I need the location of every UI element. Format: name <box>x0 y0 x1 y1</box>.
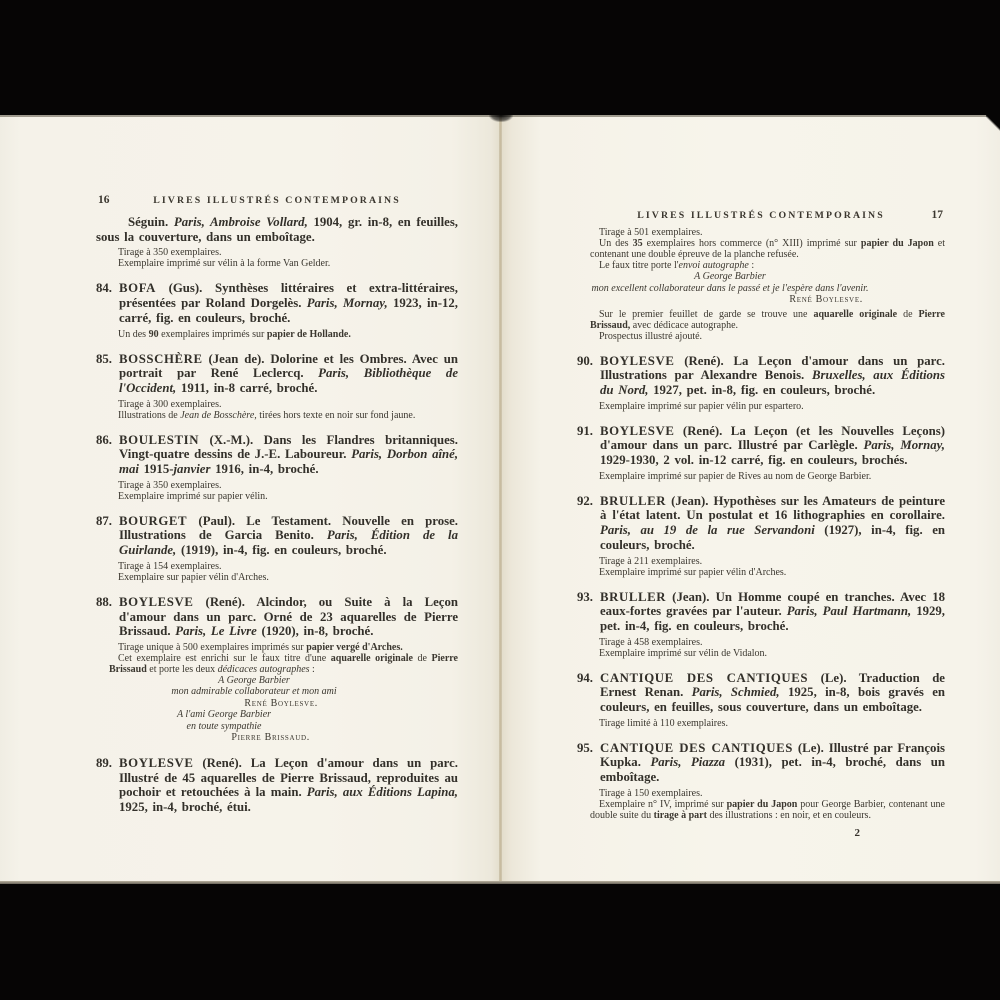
text-segment: BRULLER <box>600 589 667 604</box>
entry-number: 90. <box>577 353 593 368</box>
text-segment: (1919), in-4, fig. en couleurs, broché. <box>176 543 387 558</box>
catalog-entry <box>577 354 945 398</box>
page-number: 16 <box>98 194 110 206</box>
entry-note <box>590 260 945 271</box>
text-segment: : <box>309 663 315 675</box>
text-segment: A George Barbier <box>694 271 766 282</box>
text-segment: Tirage à 501 exemplaires. <box>599 227 703 238</box>
text-segment: aquarelle originale <box>330 652 413 664</box>
entry-note <box>590 238 945 260</box>
entry-number: 95. <box>577 740 593 755</box>
entry-note <box>590 567 945 578</box>
entry-note <box>109 491 458 502</box>
entry-number: 89. <box>96 755 112 770</box>
text-segment: tirage à part <box>653 809 707 821</box>
text-segment: (1927), in-4, fig. en couleurs, broché. <box>600 523 945 552</box>
text-segment: Pierre Brissaud, <box>590 308 945 331</box>
text-segment: Le faux titre porte l' <box>599 260 679 271</box>
entry-note <box>109 642 458 653</box>
text-segment: mon excellent collaborateur dans le passé et je l'espère dans l'avenir. <box>591 282 869 294</box>
catalog-entry <box>96 433 458 477</box>
entry-number: 84. <box>96 281 112 296</box>
text-segment: Exemplaire n° IV, imprimé sur <box>599 798 727 810</box>
entry-note <box>590 471 945 482</box>
entry-note <box>109 410 458 421</box>
text-segment: A George Barbier <box>218 674 290 686</box>
text-segment: Séguin. <box>128 215 174 229</box>
text-segment: (X.-M.). Dans les Flandres britanniques. Vingt-quatre dessins de J.-E. Laboureur. <box>119 432 458 462</box>
text-segment: aquarelle originale <box>813 308 898 320</box>
text-segment: 1925, in-4, broché, étui. <box>119 800 251 815</box>
text-segment: Paris, aux Éditions Lapina, <box>306 785 458 800</box>
text-segment: Tirage limité à 110 exemplaires. <box>599 717 728 729</box>
continuation-paragraph <box>96 215 458 244</box>
dedication-line <box>577 271 945 283</box>
entry-note <box>109 480 458 491</box>
entry-note <box>590 718 945 729</box>
text-segment: Paris, Piazza <box>650 755 726 770</box>
text-segment: Pierre Brissaud <box>109 652 458 675</box>
text-segment: 1925, in-8, bois gravés en couleurs, en feuilles, sous couverture, dans un emboîtage. <box>600 685 945 715</box>
text-segment: Paris, Dorbon aîné, mai <box>119 447 459 477</box>
dedication-line <box>96 675 458 687</box>
text-segment: BOYLESVE <box>600 423 675 438</box>
text-segment: Tirage à 350 exemplaires. <box>118 479 222 491</box>
signature-line <box>577 294 945 306</box>
text-segment: (Paul). Le Testament. Nouvelle en prose. Illustrations de Garcia Benito. <box>119 513 458 543</box>
text-segment: 1916, in-4, broché. <box>210 462 319 477</box>
text-segment: BOYLESVE <box>119 755 194 770</box>
catalog-entry <box>96 514 458 558</box>
entry-note <box>590 227 945 238</box>
text-segment: exemplaires imprimés sur <box>158 328 267 340</box>
book-gutter-fold <box>499 115 502 884</box>
text-segment: (1920), in-8, broché. <box>256 624 374 639</box>
signature-mark: 2 <box>854 826 860 839</box>
gutter-notch-shadow <box>489 115 513 122</box>
catalog-entry <box>577 590 945 634</box>
text-segment: dédicaces autographes <box>217 663 310 675</box>
text-segment: 1923, in-12, carré, fig. en couleurs, broché. <box>119 296 458 325</box>
text-segment: Pierre Brissaud. <box>231 732 310 744</box>
text-segment: Paris, Bibliothèque de l'Occident, <box>119 366 458 395</box>
text-segment: Exemplaire imprimé sur vélin de Vidalon. <box>599 647 768 659</box>
text-segment: (René). Alcindor, ou Suite à la Leçon d'amour dans un parc. Orné de 23 aquarelles de Pierre Brissaud. <box>119 594 458 639</box>
text-segment: Cet exemplaire est enrichi sur le faux titre d'une <box>118 652 331 664</box>
text-segment: Tirage à 211 exemplaires. <box>599 555 703 567</box>
text-segment: BOSSCHÈRE <box>119 351 203 366</box>
running-title: LIVRES ILLUSTRÉS CONTEMPORAINS <box>153 195 401 206</box>
text-segment: BOYLESVE <box>119 594 194 609</box>
open-book <box>0 115 1000 884</box>
catalog-entry <box>577 494 945 553</box>
text-segment: 1929-1930, 2 vol. in-12 carré, fig. en couleurs, brochés. <box>600 453 908 468</box>
entry-number: 92. <box>577 493 593 508</box>
catalog-entry <box>96 756 458 815</box>
text-segment: Exemplaire imprimé sur papier vélin. <box>118 490 268 502</box>
text-segment: Paris, Mornay, <box>306 296 388 311</box>
dedication-line <box>577 283 945 295</box>
catalog-entry <box>96 595 458 639</box>
text-segment: janvier <box>173 462 211 477</box>
text-segment: Paris, Ambroise Vollard, <box>173 215 308 229</box>
entry-note <box>590 799 945 821</box>
text-segment: Sur le premier feuillet de garde se trouve une <box>599 308 814 320</box>
dedication-line <box>96 721 458 733</box>
running-title: LIVRES ILLUSTRÉS CONTEMPORAINS <box>637 210 885 221</box>
text-segment: BOFA <box>119 281 156 296</box>
text-segment: 1915- <box>138 462 174 477</box>
text-segment: en toute sympathie <box>186 720 262 732</box>
text-segment: 1927, pet. in-8, fig. en couleurs, broché. <box>648 382 876 397</box>
catalog-entry <box>96 352 458 396</box>
dedication-line <box>96 709 458 721</box>
text-segment: Paris, Édition de la Guirlande, <box>119 528 458 558</box>
catalog-entry <box>577 741 945 785</box>
page-header <box>96 195 458 209</box>
text-segment: (Gus). Synthèses littéraires et extra-littéraires, présentées par Roland Dorgelès. <box>119 281 458 311</box>
text-segment: Jean de Bosschère, <box>180 409 257 421</box>
entry-number: 93. <box>577 589 593 604</box>
text-segment: Un des <box>118 328 149 340</box>
text-segment: 1904, gr. in-8, en feuilles, sous la couverture, dans un emboîtage. <box>96 215 458 244</box>
text-segment: (Jean). Un Homme coupé en tranches. Avec 18 eaux-fortes gravées par l'auteur. <box>600 589 945 619</box>
text-segment: BOULESTIN <box>119 432 200 447</box>
text-segment: BOURGET <box>119 513 188 528</box>
text-segment: Tirage à 154 exemplaires. <box>118 560 222 572</box>
page-verso <box>0 115 501 884</box>
text-segment: CANTIQUE DES CANTIQUES <box>600 740 793 755</box>
text-segment: Paris, Schmied, <box>691 685 780 700</box>
catalog-entry <box>577 424 945 468</box>
entry-note <box>109 653 458 675</box>
entry-note <box>590 309 945 331</box>
text-segment: (Jean). Hypothèses sur les Amateurs de peinture à l'état latent. Un postulat et 16 lithographies en corollaire. <box>600 493 945 523</box>
text-segment: papier vergé d'Arches. <box>306 641 403 653</box>
page-recto <box>501 115 1000 884</box>
text-segment: exemplaires hors commerce (n° XIII) imprimé sur <box>642 238 861 249</box>
entry-note <box>109 399 458 410</box>
page-corner-shadow <box>986 115 1000 131</box>
entry-note <box>109 572 458 583</box>
signature-line <box>96 732 458 744</box>
text-segment: Un des <box>599 238 633 249</box>
dedication-line <box>96 686 458 698</box>
entry-note <box>109 561 458 572</box>
entry-note <box>590 556 945 567</box>
text-segment: René Boylesve. <box>244 697 318 709</box>
entry-number: 91. <box>577 423 593 438</box>
page-number: 17 <box>931 209 943 221</box>
entry-number: 86. <box>96 432 112 447</box>
text-segment: mon admirable collaborateur et mon ami <box>171 686 337 698</box>
text-segment: BRULLER <box>600 493 667 508</box>
text-segment: : <box>748 260 755 271</box>
text-segment: envoi autographe <box>678 260 749 271</box>
text-segment: Tirage à 150 exemplaires. <box>599 787 703 799</box>
text-segment: de <box>897 308 919 320</box>
entry-note <box>590 648 945 659</box>
entry-note <box>109 329 458 340</box>
text-segment: Illustrations de <box>118 409 181 421</box>
entry-number: 87. <box>96 513 112 528</box>
text-segment: Exemplaire sur papier vélin d'Arches. <box>118 571 269 583</box>
text-segment: Exemplaire imprimé sur papier de Rives au nom de George Barbier. <box>599 470 872 482</box>
entry-note <box>590 401 945 412</box>
page-header <box>577 210 945 224</box>
catalog-column <box>577 227 945 839</box>
text-segment: (René). La Leçon (et les Nouvelles Leçons) d'amour dans un parc. Illustré par Carlègle. <box>600 423 945 453</box>
text-segment: avec dédicace autographe. <box>630 319 739 331</box>
text-segment: de <box>412 652 432 664</box>
text-segment: et porte les deux <box>146 663 218 675</box>
entry-note <box>590 331 945 342</box>
text-segment: Paris, au 19 de la rue Servandoni <box>600 523 815 538</box>
entry-note <box>109 258 458 269</box>
text-segment: (René). La Leçon d'amour dans un parc. Illustrations par Alexandre Benois. <box>600 353 945 383</box>
entry-note <box>109 247 458 258</box>
text-segment: Paris, Mornay, <box>863 438 945 453</box>
text-segment: Tirage à 350 exemplaires. <box>118 247 222 259</box>
text-segment: 1929, pet. in-4, fig. en couleurs, broché. <box>600 604 945 633</box>
catalog-entry <box>96 281 458 325</box>
text-segment: (1931), pet. in-4, broché, dans un emboîtage. <box>600 755 946 785</box>
text-segment: Exemplaire imprimé sur papier vélin d'Arches. <box>599 566 787 578</box>
signature-line <box>96 698 458 710</box>
text-segment: René Boylesve. <box>789 294 863 305</box>
text-segment: (Le). Illustré par François Kupka. <box>600 740 945 770</box>
text-segment: (Le). Traduction de Ernest Renan. <box>600 670 945 700</box>
text-segment: Tirage à 458 exemplaires. <box>599 636 703 648</box>
text-segment: Paris, Le Livre <box>175 624 257 639</box>
text-segment: BOYLESVE <box>600 353 675 368</box>
text-segment: 90 <box>148 328 159 340</box>
text-segment: et contenant une double épreuve de la planche refusée. <box>590 238 946 260</box>
catalog-entry <box>577 671 945 715</box>
catalog-column <box>96 215 458 818</box>
entry-note <box>590 788 945 799</box>
text-segment: papier du Japon <box>726 798 798 810</box>
text-segment: Paris, Paul Hartmann, <box>786 604 912 619</box>
text-segment: 35 <box>632 238 643 249</box>
text-segment: papier de Hollande. <box>266 328 351 340</box>
text-segment: Bruxelles, aux Éditions du Nord, <box>600 368 945 397</box>
text-segment: A l'ami George Barbier <box>176 709 272 721</box>
text-segment: pour George Barbier, contenant une double suite du <box>590 798 945 821</box>
text-segment: tirées hors texte en noir sur fond jaune. <box>256 409 416 421</box>
entry-number: 94. <box>577 670 593 685</box>
text-segment: Tirage à 300 exemplaires. <box>118 398 222 410</box>
text-segment: Tirage unique à 500 exemplaires imprimés sur <box>118 641 307 653</box>
text-segment: Exemplaire imprimé sur papier vélin pur espartero. <box>599 400 804 412</box>
text-segment: 1911, in-8 carré, broché. <box>176 380 318 395</box>
text-segment: CANTIQUE DES CANTIQUES <box>600 670 809 685</box>
text-segment: papier du Japon <box>860 238 934 249</box>
entry-number: 88. <box>96 594 112 609</box>
entry-number: 85. <box>96 351 112 366</box>
text-segment: (Jean de). Dolorine et les Ombres. Avec un portrait par René Leclercq. <box>119 351 458 381</box>
text-segment: des illustrations : en noir, et en couleurs. <box>706 809 871 821</box>
text-segment: (René). La Leçon d'amour dans un parc. Illustré de 45 aquarelles de Pierre Brissaud, reproduites au pochoir et retouchées à la main. <box>119 755 458 800</box>
text-segment: Exemplaire imprimé sur vélin à la forme Van Gelder. <box>118 258 331 270</box>
text-segment: Prospectus illustré ajouté. <box>599 330 703 342</box>
entry-note <box>590 637 945 648</box>
